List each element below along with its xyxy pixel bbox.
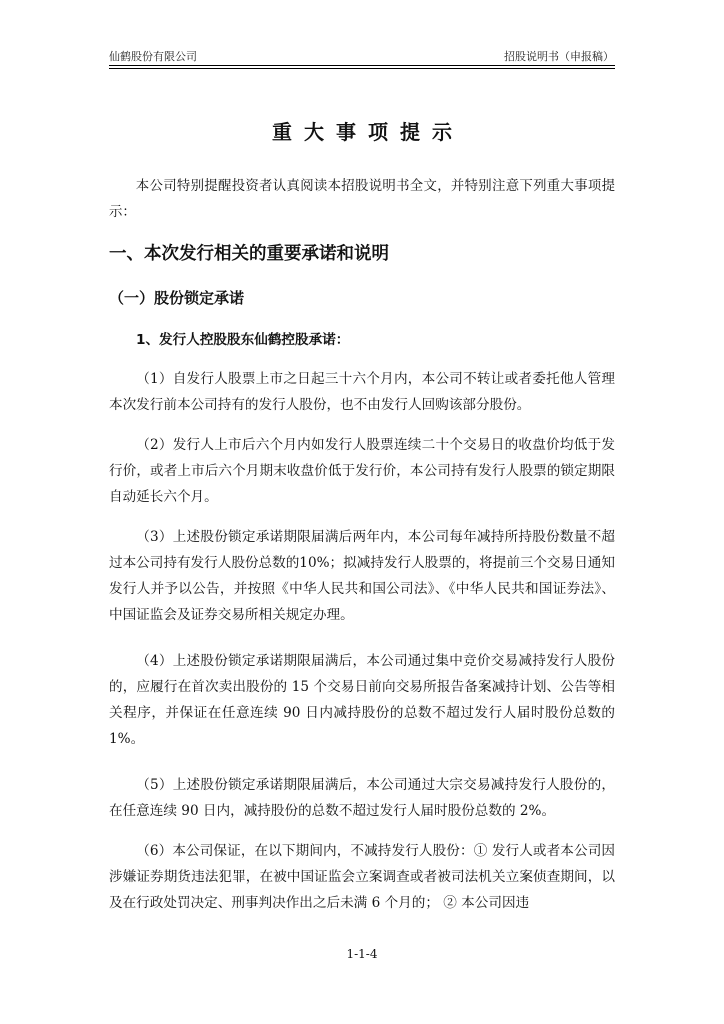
- intro-paragraph: 本公司特别提醒投资者认真阅读本招股说明书全文，并特别注意下列重大事项提示：: [109, 179, 615, 220]
- header-doc-type: 招股说明书（申报稿）: [504, 50, 614, 63]
- section-heading: 一、本次发行相关的重要承诺和说明: [109, 244, 389, 264]
- subsection-heading: （一）股份锁定承诺: [109, 289, 245, 307]
- commitment-paragraph-1: （1）自发行人股票上市之日起三十六个月内，本公司不转让或者委托他人管理本次发行前本公司持有的发行人股份，也不由发行人回购该部分股份。: [109, 371, 615, 413]
- header-rule-thick: [109, 65, 615, 66]
- item-heading: 1、发行人控股股东仙鹤控股承诺：: [136, 332, 350, 348]
- commitment-paragraph-4: （4）上述股份锁定承诺期限届满后，本公司通过集中竞价交易减持发行人股份的，应履行在首次卖出股份的 15 个交易日前向交易所报告备案减持计划、公告等相关程序，并保证在任意连续 90 日内减持股份的总数不超过发行人届时股份总数的 1%。: [109, 653, 615, 747]
- commitment-paragraph-6: （6）本公司保证，在以下期间内，不减持发行人股份：① 发行人或者本公司因涉嫌证券期货违法犯罪，在被中国证监会立案调查或者被司法机关立案侦查期间，以及在行政处罚决定、刑事判决作出之后未满 6 个月的； ② 本公司因违: [109, 843, 615, 911]
- page-title: 重大事项提示: [272, 120, 464, 144]
- commitment-paragraph-2: （2）发行人上市后六个月内如发行人股票连续二十个交易日的收盘价均低于发行价，或者上市后六个月期末收盘价低于发行价，本公司持有发行人股票的锁定期限自动延长六个月。: [109, 437, 615, 505]
- page-number: 1-1-4: [346, 947, 378, 961]
- header-company: 仙鹤股份有限公司: [109, 50, 197, 63]
- commitment-paragraph-5: （5）上述股份锁定承诺期限届满后，本公司通过大宗交易减持发行人股份的，在任意连续 90 日内，减持股份的总数不超过发行人届时股份总数的 2%。: [109, 777, 615, 819]
- commitment-paragraph-3: （3）上述股份锁定承诺期限届满后两年内，本公司每年减持所持股份数量不超过本公司持有发行人股份总数的10%；拟减持发行人股票的，将提前三个交易日通知发行人并予以公告，并按照《中华人民共和国公司法》、《中华人民共和国证券法》、中国证监会及证券交易所相关规定办理。: [109, 529, 615, 623]
- header-rule-thin: [109, 68, 615, 69]
